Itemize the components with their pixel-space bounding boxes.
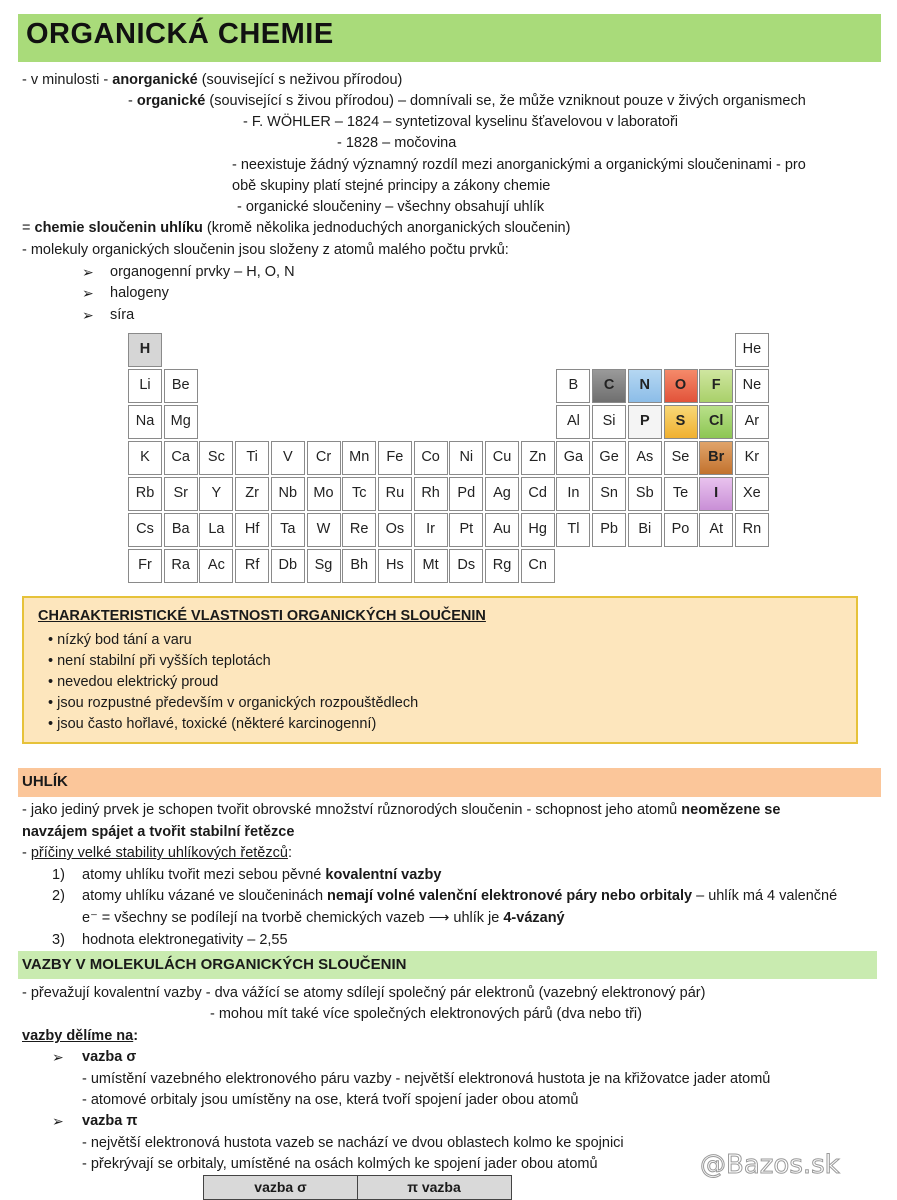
element-cell-mn: Mn	[342, 441, 376, 475]
item-number: 2)	[52, 888, 65, 904]
element-cell-pt: Pt	[449, 513, 483, 547]
item-number: 1)	[52, 867, 65, 883]
sigma-label: vazba σ	[82, 1049, 137, 1065]
element-cell-k: K	[128, 441, 162, 475]
numbered-item-2b	[82, 909, 565, 927]
element-cell-v: V	[271, 441, 305, 475]
element-cell-tl: Tl	[556, 513, 590, 547]
element-cell-rg: Rg	[485, 549, 519, 583]
element-cell-ne: Ne	[735, 369, 769, 403]
element-cell-y: Y	[199, 477, 233, 511]
list-item: • není stabilní při vyšších teplotách	[48, 653, 271, 669]
text: e⁻ = všechny se podílejí na tvorbě chemických vazeb ⟶ uhlík je	[82, 910, 504, 926]
element-cell-mt: Mt	[414, 549, 448, 583]
underlined-text: vazby dělíme na	[22, 1028, 134, 1044]
arrow-bullet-icon: ➢	[52, 1113, 64, 1129]
characteristics-title: CHARAKTERISTICKÉ VLASTNOSTI ORGANICKÝCH SLOUČENIN	[38, 608, 486, 624]
element-cell-mg: Mg	[164, 405, 198, 439]
text: -	[128, 93, 137, 109]
intro-line-7: - organické sloučeniny – všechny obsahují uhlík	[237, 199, 545, 215]
bold-text: anorganické	[112, 72, 198, 88]
element-cell-ag: Ag	[485, 477, 519, 511]
watermark: @Bazos.sk	[700, 1150, 840, 1180]
element-cell-ir: Ir	[414, 513, 448, 547]
item-number: 3)	[52, 932, 65, 948]
element-cell-ds: Ds	[449, 549, 483, 583]
element-cell-zn: Zn	[521, 441, 555, 475]
element-cell-ar: Ar	[735, 405, 769, 439]
element-cell-cu: Cu	[485, 441, 519, 475]
bullet-item: halogeny	[110, 285, 169, 301]
element-cell-b: B	[556, 369, 590, 403]
element-cell-fr: Fr	[128, 549, 162, 583]
element-cell-kr: Kr	[735, 441, 769, 475]
bold-text: chemie sloučenin uhlíku	[34, 220, 203, 236]
pi-line-2: - překrývají se orbitaly, umístěné na osách kolmých ke spojení jader obou atomů	[82, 1156, 598, 1172]
element-cell-o: O	[664, 369, 698, 403]
element-cell-be: Be	[164, 369, 198, 403]
element-cell-zr: Zr	[235, 477, 269, 511]
element-cell-ta: Ta	[271, 513, 305, 547]
element-cell-al: Al	[556, 405, 590, 439]
element-cell-ru: Ru	[378, 477, 412, 511]
pi-label: vazba π	[82, 1113, 138, 1129]
element-cell-db: Db	[271, 549, 305, 583]
table-header-sigma: vazba σ	[204, 1176, 358, 1199]
bullet-item: síra	[110, 307, 135, 323]
element-cell-ac: Ac	[199, 549, 233, 583]
element-cell-ca: Ca	[164, 441, 198, 475]
element-cell-sr: Sr	[164, 477, 198, 511]
sigma-line-1: - umístění vazebného elektronového páru vazby - největší elektronová hustota je na křižovatce jader atomů	[82, 1071, 771, 1087]
text: atomy uhlíku tvořit mezi sebou pěvné	[82, 867, 326, 883]
numbered-item-1	[82, 866, 441, 884]
element-cell-p: P	[628, 405, 662, 439]
element-cell-rn: Rn	[735, 513, 769, 547]
element-cell-sg: Sg	[307, 549, 341, 583]
bold-text: neomězene se	[681, 802, 781, 818]
vazby-line-1: - převažují kovalentní vazby - dva vážící se atomy sdílejí společný pár elektronů (vazebný elektronový pár)	[22, 985, 706, 1001]
uhlik-paragraph-1	[22, 801, 780, 819]
intro-line-8	[22, 219, 570, 237]
element-cell-pb: Pb	[592, 513, 626, 547]
numbered-item-2	[82, 887, 837, 905]
element-cell-c: C	[592, 369, 626, 403]
text: :	[287, 845, 292, 861]
text: (související s živou přírodou) – domnívali se, že může vzniknout pouze v živých organismech	[205, 93, 806, 109]
element-cell-hf: Hf	[235, 513, 269, 547]
element-cell-pd: Pd	[449, 477, 483, 511]
page-title: ORGANICKÁ CHEMIE	[26, 18, 334, 50]
intro-line-4: - 1828 – močovina	[337, 135, 457, 151]
vazby-line-2: - mohou mít také více společných elektronových párů (dva nebo tři)	[210, 1006, 642, 1022]
element-cell-tc: Tc	[342, 477, 376, 511]
element-cell-cs: Cs	[128, 513, 162, 547]
uhlik-paragraph-2	[22, 844, 292, 862]
text: - jako jediný prvek je schopen tvořit obrovské množství různorodých sloučenin - schopnost jeho atomů	[22, 802, 682, 818]
element-cell-cr: Cr	[307, 441, 341, 475]
element-cell-nb: Nb	[271, 477, 305, 511]
element-cell-li: Li	[128, 369, 162, 403]
element-cell-at: At	[699, 513, 733, 547]
element-cell-s: S	[664, 405, 698, 439]
text: (související s neživou přírodou)	[197, 72, 403, 88]
list-item: • jsou často hořlavé, toxické (některé karcinogenní)	[48, 716, 377, 732]
element-cell-i: I	[699, 477, 733, 511]
bold-text: kovalentní vazby	[325, 867, 442, 883]
element-cell-ge: Ge	[592, 441, 626, 475]
element-cell-as: As	[628, 441, 662, 475]
element-cell-in: In	[556, 477, 590, 511]
element-cell-ga: Ga	[556, 441, 590, 475]
intro-line-5: - neexistuje žádný významný rozdíl mezi anorganickými a organickými sloučeninami - pro	[232, 157, 806, 173]
text: :	[133, 1028, 139, 1044]
element-cell-sc: Sc	[199, 441, 233, 475]
element-cell-hg: Hg	[521, 513, 555, 547]
element-cell-fe: Fe	[378, 441, 412, 475]
table-header-pi: π vazba	[407, 1179, 461, 1195]
element-cell-rb: Rb	[128, 477, 162, 511]
element-cell-ni: Ni	[449, 441, 483, 475]
arrow-bullet-icon: ➢	[82, 307, 94, 323]
intro-line-6: obě skupiny platí stejné principy a zákony chemie	[232, 178, 551, 194]
element-cell-na: Na	[128, 405, 162, 439]
section-heading-vazby: VAZBY V MOLEKULÁCH ORGANICKÝCH SLOUČENIN	[22, 956, 407, 973]
section-bar-uhlik	[18, 768, 881, 797]
periodic-table	[128, 333, 770, 585]
intro-line-3: - F. WÖHLER – 1824 – syntetizoval kyselinu šťavelovou v laboratoři	[243, 114, 678, 130]
list-item: • nevedou elektrický proud	[48, 674, 219, 690]
element-cell-sb: Sb	[628, 477, 662, 511]
bullet-item: organogenní prvky – H, O, N	[110, 264, 295, 280]
text: =	[22, 220, 35, 236]
element-cell-cl: Cl	[699, 405, 733, 439]
uhlik-paragraph-1b: navzájem spájet a tvořit stabilní řetězce	[22, 824, 295, 840]
element-cell-te: Te	[664, 477, 698, 511]
text: atomy uhlíku vázané ve sloučeninách	[82, 888, 328, 904]
bold-text: organické	[136, 93, 206, 109]
element-cell-os: Os	[378, 513, 412, 547]
text: (kromě několika jednoduchých anorganických sloučenin)	[202, 220, 571, 236]
intro-line-2	[128, 92, 806, 110]
element-cell-rf: Rf	[235, 549, 269, 583]
intro-line-9: - molekuly organických sloučenin jsou složeny z atomů malého počtu prvků:	[22, 242, 509, 258]
bold-text: 4-vázaný	[503, 910, 565, 926]
intro-line-1	[22, 71, 402, 89]
element-cell-po: Po	[664, 513, 698, 547]
section-heading-uhlik: UHLÍK	[22, 773, 68, 790]
element-cell-cn: Cn	[521, 549, 555, 583]
element-cell-br: Br	[699, 441, 733, 475]
text: – uhlík má 4 valenčné	[692, 888, 838, 904]
element-cell-ti: Ti	[235, 441, 269, 475]
list-item: • jsou rozpustné především v organických rozpouštědlech	[48, 695, 419, 711]
element-cell-la: La	[199, 513, 233, 547]
underlined-text: příčiny velké stability uhlíkových řetězců	[30, 845, 288, 861]
characteristics-box	[22, 596, 858, 744]
element-cell-ra: Ra	[164, 549, 198, 583]
element-cell-he: He	[735, 333, 769, 367]
element-cell-n: N	[628, 369, 662, 403]
element-cell-mo: Mo	[307, 477, 341, 511]
element-cell-f: F	[699, 369, 733, 403]
bond-table-header	[203, 1175, 512, 1200]
element-cell-hs: Hs	[378, 549, 412, 583]
element-cell-si: Si	[592, 405, 626, 439]
bold-text: nemají volné valenční elektronové páry nebo orbitaly	[327, 888, 693, 904]
element-cell-w: W	[307, 513, 341, 547]
element-cell-au: Au	[485, 513, 519, 547]
text: - v minulosti -	[22, 72, 113, 88]
pi-line-1: - největší elektronová hustota vazeb se nachází ve dvou oblastech kolmo ke spojnici	[82, 1135, 624, 1151]
arrow-bullet-icon: ➢	[82, 264, 94, 280]
list-item: • nízký bod tání a varu	[48, 632, 192, 648]
element-cell-ba: Ba	[164, 513, 198, 547]
element-cell-bh: Bh	[342, 549, 376, 583]
arrow-bullet-icon: ➢	[52, 1049, 64, 1065]
element-cell-h: H	[128, 333, 162, 367]
element-cell-cd: Cd	[521, 477, 555, 511]
element-cell-rh: Rh	[414, 477, 448, 511]
sigma-line-2: - atomové orbitaly jsou umístěny na ose, která tvoří spojení jader obou atomů	[82, 1092, 579, 1108]
element-cell-bi: Bi	[628, 513, 662, 547]
element-cell-se: Se	[664, 441, 698, 475]
element-cell-xe: Xe	[735, 477, 769, 511]
element-cell-re: Re	[342, 513, 376, 547]
element-cell-co: Co	[414, 441, 448, 475]
element-cell-sn: Sn	[592, 477, 626, 511]
numbered-item-3: hodnota elektronegativity – 2,55	[82, 932, 288, 948]
arrow-bullet-icon: ➢	[82, 285, 94, 301]
vazby-delime	[22, 1027, 138, 1045]
text: -	[22, 845, 31, 861]
